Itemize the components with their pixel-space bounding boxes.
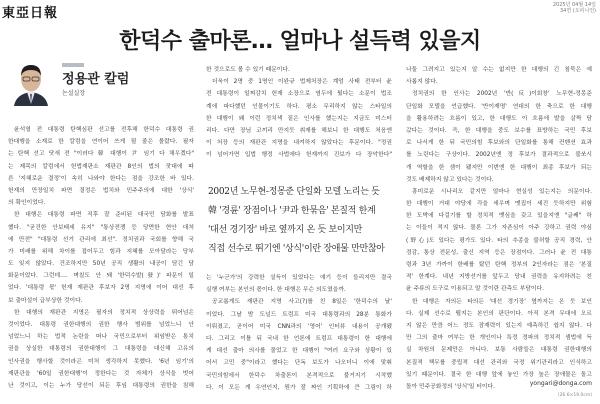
body-text-line: 게 대선 출마 의사를 물었고 한 대행이 "여러 요구와 상황이 있	[206, 348, 392, 355]
body-text-line: 한 대행은 대통령 파면 직후 잘 준비된 대국민 담화를 발표	[14, 212, 194, 219]
body-text-line: 도 잊지 않았다. 건조하지만 50년 공직 생활의 내공이 담긴 담	[8, 261, 194, 268]
body-text-line: 정치권의 한 인사는 2002년 '반(反)이회창' 노무현-정몽준	[412, 91, 592, 98]
pullquote-line: 2002년 노무현-정몽준 단일화 모델 노리는 듯	[208, 187, 380, 197]
body-text-line: 한 대행은 자의든 타의든 '대선 경기장' 옆까지는 온 듯 보인	[412, 298, 592, 305]
body-text-line: 를 노린다는 구상이다. 2002년엔 정 후보가 결과적으로 불쏘시	[406, 152, 592, 159]
body-text-line: 개 역할을 한 셈이 됐지만 이번엔 한 대행이 최종 후보가 되는	[406, 164, 592, 171]
body-text-line: 는 탄핵 선고 닷새 전 "이러다 韓 대행이 尹 임기 다 채우겠다"	[8, 151, 194, 158]
article-size: (26.6×19.0cm)	[557, 393, 592, 398]
pullquote-line: '대선 경기장' 바로 옆까지 온 듯 보이지만	[208, 225, 363, 235]
columnist-photo	[12, 60, 50, 106]
body-text-line: 이뤄졌고, 곧이어 미국 CNN과의 '영어' 인터뷰 내용이 공개됐	[206, 323, 392, 330]
body-text-line: 는 이들이 적지 않다. 물론 그가 자존심이 아주 강하고 권력 야심	[406, 225, 592, 232]
headline: 한덕수 출마론… 얼마나 설득력 있을지	[119, 29, 481, 54]
issue-date: 2025년 04월 14일	[552, 2, 596, 8]
dateline	[553, 2, 596, 14]
body-text-line: 적' 한계다. 내년 지방선거를 앞두고 당내 권력을 유지하려는 친	[406, 274, 592, 281]
body-text-line: 윤 주류의 도구로 이용되고 말 것이란 관측도 부담이다.	[406, 286, 544, 293]
body-text-line: 난 것이고, 이는 누가 당선이 되든 후임 대통령의 권한을 침해	[8, 382, 194, 389]
body-text-line: 로 나서게 한 뒤 국민의힘 후보와의 단일화를 통해 컨벤션 효과	[406, 140, 592, 147]
body-text-line: 정감, 통상 전문성, 출신 지역 등은 장점이다. 그러나 윤 전 대통	[406, 249, 592, 256]
body-text-line: 지 않은 만큼 어느 정도 잠재력이 있는지 예측하긴 쉽지 않다. 다	[406, 322, 592, 329]
body-text-line: 한 대행의 재판관 지명은 필자의 정치적 상상력을 뛰어넘은	[14, 309, 194, 316]
author-role: 논설실장	[62, 90, 86, 97]
body-text-line: 것이었다. 대통령 권한대행의 권한 행사 범위를 넘었느니 안	[8, 322, 194, 328]
body-text-line: 화문이었다. 그런데…. 며칠도 안 돼 '한덕수발(發)' 파문이 일	[8, 273, 194, 280]
body-text-line: 나둘 그려지고 있는지 알 수는 없지만 한 대행의 긴 침묵은 예	[406, 67, 592, 73]
body-text-line: 어서 고민 중"이라고 했다는 단독 보도가 나오더니 이에 맞춰	[206, 360, 392, 367]
body-text-line: 본질적 책무를 중립적 대선 관리와 국정 위기관리라고 인식하고	[406, 359, 592, 366]
body-text-line: 계에 파다했던 인물이기도 하다. 평소 무리하지 않는 스타일의	[206, 103, 392, 110]
body-text-line: 령과 3년 가까이 한배를 탔던 탄핵 정부의 2인자라는 점은 '본질	[406, 262, 592, 268]
body-text-line: 었다. '대통령 몫' 헌재 재판관 후보자 2명 지명에 이어 대선 후	[8, 285, 194, 292]
body-text-line: 있기 때문이다. 결국 한 대행 앞에 놓인 가장 높은 장애물은 돌고	[406, 371, 592, 378]
pullquote	[208, 183, 394, 259]
body-text-line: 윤석열 전 대통령 탄핵심판 선고를 전후해 한덕수 대통령 권	[14, 127, 194, 133]
body-text-line: 리다. 다만 장님 코끼리 만지듯 취재를 해보니 한 대행도 처음엔	[206, 127, 392, 134]
body-text-line: 한대행을 소재로 한 칼럼을 연이어 쓰게 될 줄은 몰랐다. 필자	[8, 139, 194, 146]
column-name: 정용관 칼럼	[62, 72, 130, 87]
body-text-line: 는 제목의 칼럼에서 헌법재판소 재판관 8인의 법의 잣대에 따	[8, 163, 194, 170]
column-name-accent-bar	[62, 63, 84, 67]
body-text-line: 국민의힘에서 한덕수 차출론이 본격적으로 불거지기 시작했	[206, 372, 392, 379]
body-text-line: 한 도박에 다걸기를 할 정치적 뱃심을 갖고 있을지엔 "글쎄" 하	[406, 213, 592, 220]
body-text-line: 단일화 모델을 언급했다. '반이재명' 연대의 한 축으로 한 대행	[406, 103, 592, 110]
body-text-line: 다. 이 모든 게 우연인지, 뭔가 잘 짜인 기획하에 큰 그림이 하	[206, 384, 392, 391]
body-text-line: 다. 실제 선수로 뛸지는 본인의 판단이다. 아직 본격 무대에 오르	[406, 310, 592, 317]
newspaper-logo: 東亞日報	[2, 6, 59, 21]
body-text-line: 것도 배제하지 않고 있다는 것이다.	[406, 176, 494, 183]
body-text-line: 했다. "굳건한 안보태세 유지" "통상전쟁 등 당면한 현안 대처	[8, 224, 194, 231]
body-text-line: 른 '지혜로운 결정'이 속히 나와야 한다는 점을 강조한 바 있다.	[8, 175, 194, 182]
body-text-line: 다. 그리고 이틀 뒤 국내 한 언론에 트럼프 대통령이 한 대행에	[206, 335, 392, 342]
body-text-line: 전 대통령이 일찌감치 헌재 소장으로 염두에 뒀다는 소문이 법조	[206, 91, 392, 98]
body-text-line: 권을 상실한 대통령의 권한대행이 그 대통령을 대신해 고유의	[8, 346, 194, 353]
body-text-line: 갔다는 것이다. 즉, 한 대행을 중도 보수를 표방하는 국민 후보	[406, 127, 592, 134]
body-column-2-bottom	[206, 272, 392, 394]
body-text-line: 가 미래를 위해 차이를 접어두고 힘과 지혜를 모아달라는 당부	[8, 248, 194, 255]
pullquote-line: 직접 선수로 뛰기엔 '상식'이란 장애물 만만찮아	[208, 244, 385, 254]
body-text-line: 인사권을 행사할 것이라곤 미처 생각하지 못했다. '6년 임기'의	[8, 358, 194, 365]
body-column-3	[406, 64, 592, 393]
body-text-line: 더욱이 2명 중 1명인 이완규 법제처장은 계엄 사태 전부터 윤	[212, 79, 392, 86]
body-text-line: 한 대행이 왜 이런 정치색 짙은 인사를 했는지는 지금도 미스터	[206, 115, 392, 122]
body-text-line: 넘었느니 하는 법적 논란을 떠나 국민으로부터 위임받은 통치	[8, 334, 194, 341]
body-column-1	[8, 124, 194, 392]
body-text-line: 사롭지 않다.	[406, 79, 438, 86]
author-email: yongari@donga.com	[529, 380, 592, 387]
body-text-line: 실 차원의 문제만은 아니다. 보통 사람들은 대통령 권한대행의	[406, 347, 592, 354]
body-text-line: 이었다. 그날 밤 도널드 트럼프 미국 대통령과의 28분 통화가	[206, 311, 392, 318]
body-text-line: 헌재의 만장일치 파면 결정은 법치와 민주주의에 대한 '상식'	[8, 187, 194, 194]
body-text-line: 실행 여부는 본인의 몫이다. 한 대행은 무슨 의도였을까.	[206, 287, 346, 294]
body-text-line: 흥미로운 시나리오 같지만 얼마나 현실성 있는지는 의문이다.	[412, 188, 592, 195]
body-text-line: 재판관을 '60일 권한대행'이 정한다는 것 자체가 상식을 벗어	[8, 370, 194, 377]
body-text-line: 을 활용하려는 흐름이 있고, 한 대행도 이 흐름에 발을 살짝 담	[406, 115, 592, 122]
body-text-line: 한 대행이 거대 야당에 각을 세우며 맷집이 세진 듯하지만 위험	[406, 201, 592, 208]
body-text-line: 의 확인이었다.	[8, 200, 46, 207]
body-text-line: 이 처장 등의 재판관 지명을 내켜하지 않았다는 후문이다. "정권	[206, 140, 392, 147]
page-section: 34면 (오피니언)	[559, 8, 596, 14]
body-text-line: 이 넘어가면 입법 행정 사법에다 헌재까지 진보가 다 장악한다"	[206, 152, 392, 159]
body-text-line: 돌아 민주공화정의 '상식'일 터이다.	[406, 383, 495, 390]
body-text-line: 만 그의 출마 여부는 한 개인이나 특정 정파의 정치적 셈법에 득	[406, 335, 592, 342]
body-text-line: 에 만전" "대통령 선거 관리에 최선". 정치권과 국회를 향해 국	[8, 236, 194, 243]
body-text-line: 한 것으로도 볼 수 있기 때문이다.	[206, 67, 290, 73]
body-text-line: 보 출마설이 급부상한 것이다.	[8, 297, 83, 304]
body-text-line: 는 '누군가'의 강력한 설득이 있었다는 얘기 등이 들리지만 결국	[206, 275, 392, 281]
body-text-line: (野心)도 있다는 평가도 있다. 타의 추종을 불허할 공직 경력, 안	[406, 237, 592, 244]
pullquote-line: 韓 '경륜' 장점이나 '尹과 한묶음' 본질적 한계	[208, 206, 376, 216]
body-text-line: 공교롭게도 재판관 지명 사고(?)를 친 8일은 '한덕수의 날'	[212, 299, 392, 306]
body-column-2-top	[206, 64, 392, 162]
